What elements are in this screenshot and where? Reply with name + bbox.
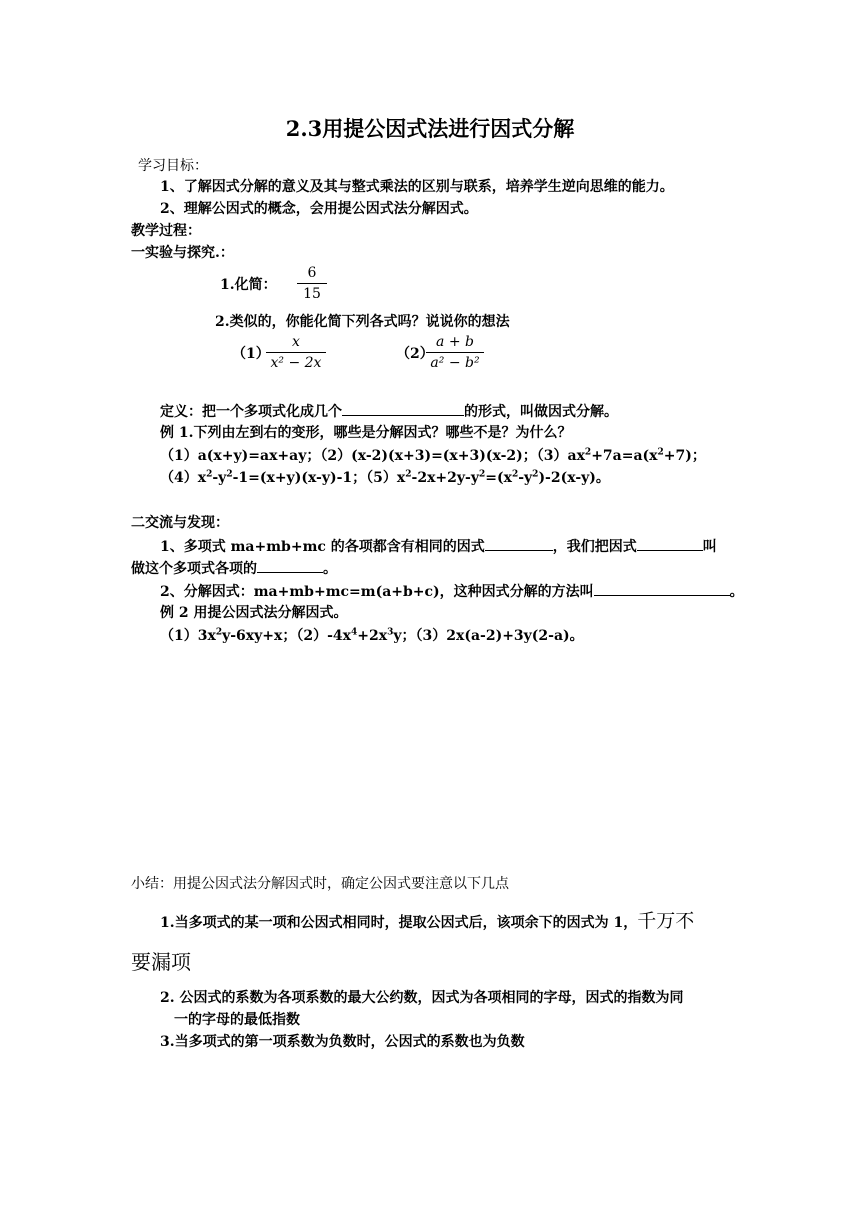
section2-p1-line1 bbox=[160, 537, 717, 556]
common-factor-blank-2[interactable] bbox=[637, 537, 703, 551]
p1-text-c: 叫 bbox=[702, 539, 717, 555]
example2-row: $(1)3x^2y-6xy+x$；$(2)-4x^4+2x^3y$；（3）2x(a-2)+3y(2-a)。 bbox=[160, 627, 584, 644]
summary-item-1-cont: 要漏项 bbox=[131, 950, 191, 974]
objective-1: 1、了解因式分解的意义及其与整式乘法的区别与联系，培养学生逆向思维的能力。 bbox=[160, 179, 674, 195]
common-factor-blank-1[interactable] bbox=[485, 537, 553, 551]
example2-heading: 例 2 用提公因式法分解因式。 bbox=[160, 605, 348, 621]
summary-item-1 bbox=[160, 912, 694, 932]
p2-text-a: 2、分解因式：ma+mb+mc=m(a+b+c)，这种因式分解的方法叫 bbox=[160, 584, 594, 600]
example1-row-2: $(4)x^2-y^2-1=(x+y)(x-y)-1$；$(5)x^2-2x+2y-y^2=(x^2-y^2)-2(x-y)$。 bbox=[160, 469, 610, 486]
section2-p2 bbox=[160, 582, 744, 601]
p1-text-d: 做这个多项式各项的 bbox=[131, 561, 257, 577]
q2-item1-fraction bbox=[266, 334, 326, 371]
p1-text-a: 1、多项式 ma+mb+mc 的各项都含有相同的因式 bbox=[160, 539, 485, 555]
q2-item1-numerator: x bbox=[266, 334, 326, 353]
q2-item2-fraction bbox=[426, 334, 484, 371]
q2-item2-label: （2） bbox=[396, 346, 434, 362]
q2-item1-denominator: x² − 2x bbox=[270, 355, 322, 371]
summary-heading: 小结：用提公因式法分解因式时，确定公因式要注意以下几点 bbox=[131, 876, 509, 892]
summary-item-2: 2. 公因式的系数为各项系数的最大公约数，因式为各项相同的字母，因式的指数为同 bbox=[160, 990, 684, 1006]
section1-heading: 一实验与探究.： bbox=[131, 245, 234, 261]
summary-item-3: 3.当多项式的第一项系数为负数时，公因式的系数也为负数 bbox=[160, 1034, 525, 1050]
definition-line bbox=[160, 402, 618, 421]
p2-text-b: 。 bbox=[729, 584, 744, 600]
page-title: 2.3用提公因式法进行因式分解 bbox=[285, 116, 575, 141]
q2-item1-label: （1） bbox=[232, 346, 270, 362]
objective-2: 2、理解公因式的概念，会用提公因式法分解因式。 bbox=[160, 201, 478, 217]
example1-row-1: （1）a(x+y)=ax+ay；（2）(x-2)(x+3)=(x+3)(x-2)；$(3)ax^2+7a=a(x^2+7)$； bbox=[160, 447, 706, 464]
definition-before: 定义：把一个多项式化成几个 bbox=[160, 404, 342, 420]
summary-item-1-text: 1.当多项式的某一项和公因式相同时，提取公因式后，该项余下的因式为 1， bbox=[160, 915, 638, 931]
section2-p1-line2 bbox=[131, 559, 337, 578]
q2-text: 2.类似的，你能化简下列各式吗？说说你的想法 bbox=[215, 314, 510, 330]
q2-item2-denominator: a² − b² bbox=[430, 355, 480, 371]
summary-item-2-cont: 一的字母的最低指数 bbox=[174, 1012, 300, 1028]
process-heading: 教学过程： bbox=[131, 223, 201, 239]
p1-text-b: ，我们把因式 bbox=[552, 539, 637, 555]
p1-text-e: 。 bbox=[323, 561, 337, 577]
q1-fraction bbox=[297, 265, 327, 302]
example1-heading: 例 1.下列由左到右的变形，哪些是分解因式？哪些不是？为什么？ bbox=[160, 425, 572, 441]
common-factor-blank-3[interactable] bbox=[257, 559, 323, 573]
definition-after: 的形式，叫做因式分解。 bbox=[464, 404, 618, 420]
summary-item-1-emphasis: 千万不 bbox=[637, 910, 695, 932]
q1-numerator: 6 bbox=[297, 265, 327, 284]
q2-item2-numerator: a + b bbox=[426, 334, 484, 353]
method-blank[interactable] bbox=[594, 582, 730, 596]
section2-heading: 二交流与发现： bbox=[131, 515, 229, 531]
objectives-heading: 学习目标： bbox=[138, 158, 208, 174]
q1-label: 1.化简： bbox=[220, 277, 277, 293]
definition-blank[interactable] bbox=[342, 402, 464, 416]
q1-denominator: 15 bbox=[303, 286, 321, 302]
